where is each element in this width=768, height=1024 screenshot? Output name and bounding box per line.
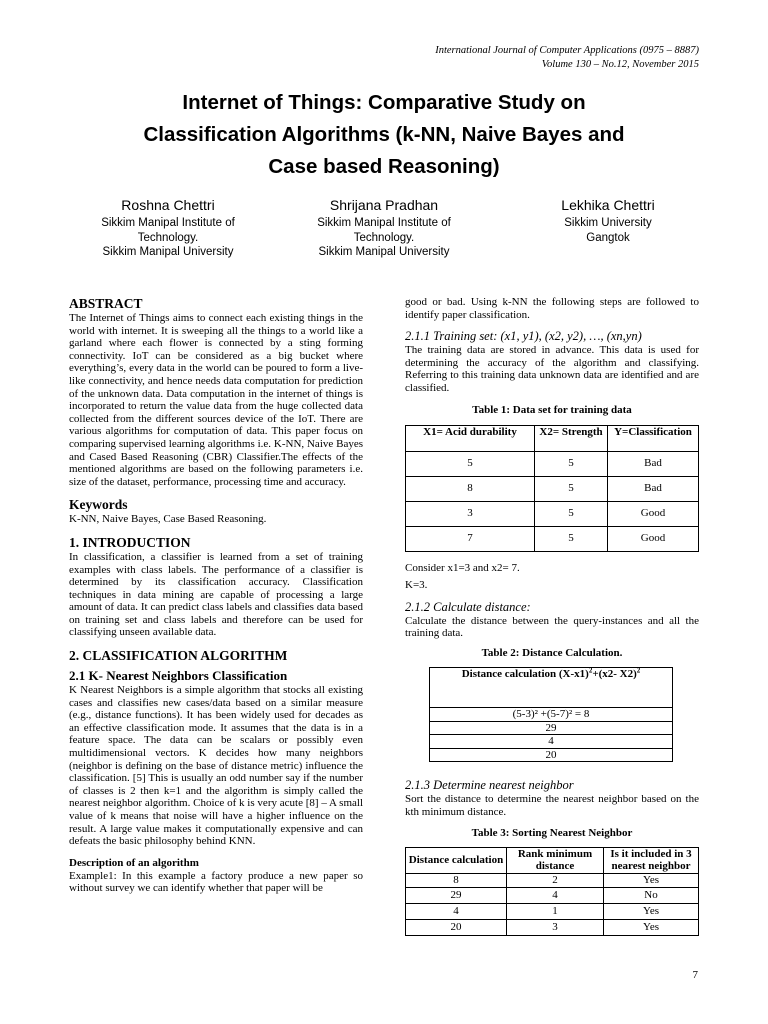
table-1-caption: Table 1: Data set for training data bbox=[472, 403, 632, 416]
algorithm-description-text: Example1: In this example a factory produce a new paper so without survey we can identify whether that paper will be bbox=[69, 869, 363, 895]
table-row bbox=[430, 748, 673, 762]
author-block-2 bbox=[284, 196, 484, 260]
abstract-text: The Internet of Things aims to connect each existing things in the world with internet. It is sweeping all the things to a world like a garland where each flower is connected by a sting forming connectivity. IoT can be considered as a big bucket where everything’s, every data in the world can be poured to form a live-like connectivity, and hence needs data computation for prediction of the unknown data. Data computation in the internet of things is incorporated to return the value data from the huge collected data collected from the different sources device of the IoT. There are various algorithms for computation of data. This paper focus on comparing supervised learning algorithms i.e. K-NN, Naive Bayes and Cased Based Reasoning (CBR) Classifier.The effects of the mentioned algorithms are based on the following parameters i.e. size of the dataset, performance, processing time and accuracy. bbox=[69, 312, 363, 488]
table-cell: Bad bbox=[608, 451, 699, 476]
keywords-text: K-NN, Naive Bayes, Case Based Reasoning. bbox=[69, 513, 267, 526]
right-column bbox=[405, 296, 699, 936]
table-cell: Good bbox=[608, 501, 699, 526]
training-set-text: The training data are stored in advance. This data is used for determining the accuracy of the algorithm and classifying. Referring to this training data unknown data are identified and are classified. bbox=[405, 344, 699, 394]
table-cell: 5 bbox=[406, 451, 535, 476]
title-line-2: Classification Algorithms (k-NN, Naive Bayes and bbox=[143, 123, 625, 146]
introduction-text: In classification, a classifier is learned from a set of training examples with class labels. The performance of a classifier is determined by its classification accuracy. Classification techniques in data mining are capable of processing a large amount of data. It can predict class labels and classifies data based on training set and class labels and therefore can be used for classifying unseen available data. bbox=[69, 550, 363, 639]
table-cell: 20 bbox=[406, 919, 507, 935]
table-row bbox=[430, 707, 673, 721]
table-cell: 5 bbox=[535, 451, 608, 476]
k-value-text: K=3. bbox=[405, 579, 428, 592]
table-cell: 8 bbox=[406, 476, 535, 501]
author-affiliation: Sikkim Manipal Institute of bbox=[317, 217, 451, 229]
table-row bbox=[406, 887, 699, 903]
table-cell: Yes bbox=[604, 873, 699, 887]
table-cell: 3 bbox=[406, 501, 535, 526]
table-cell: 5 bbox=[535, 476, 608, 501]
table-header-row bbox=[406, 847, 699, 873]
table-2-caption: Table 2: Distance Calculation. bbox=[481, 646, 623, 659]
table-header-row bbox=[406, 425, 699, 451]
table-header-cell: Rank minimum distance bbox=[507, 847, 604, 873]
table-cell: 2 bbox=[507, 873, 604, 887]
author-block-1 bbox=[68, 196, 268, 260]
table-cell: Yes bbox=[604, 919, 699, 935]
table-header-cell bbox=[430, 667, 673, 707]
table-row bbox=[406, 501, 699, 526]
table-2 bbox=[429, 667, 673, 762]
table-cell: 4 bbox=[507, 887, 604, 903]
table-row bbox=[406, 873, 699, 887]
table-cell: 5 bbox=[535, 501, 608, 526]
author-name: Lekhika Chettri bbox=[561, 197, 655, 213]
calculate-distance-heading: 2.1.2 Calculate distance: bbox=[405, 599, 531, 614]
page-number: 7 bbox=[692, 969, 698, 981]
table-3-caption: Table 3: Sorting Nearest Neighbor bbox=[471, 826, 633, 839]
table-cell: 4 bbox=[430, 735, 673, 749]
paper-title bbox=[60, 87, 708, 183]
knn-text: K Nearest Neighbors is a simple algorithm that stocks all existing cases and classifies new cases/data based on a similar measure (e.g., distance functions). It has been widely used for decades as an effective classification mode. It assumes that the data is in a feature space. The data can be scalars or possibly even multidimensional vectors. K decides how many neighbors (neighbor is defining on the base of distance metric) influence the classification. [5] This is usually an odd number say if the number of classes is 2 then k=1 and the algorithm is simply called the nearest neighbor algorithm. Choice of k is very acute [8] – A small value of k means that noise will have a higher influence on the result. A large value makes it computationally expensive and can defeats the basic philosophy behind KNN. bbox=[69, 684, 363, 848]
consider-text: Consider x1=3 and x2= 7. bbox=[405, 561, 520, 574]
author-affiliation: Sikkim Manipal Institute of bbox=[101, 217, 235, 229]
algorithm-description-heading: Description of an algorithm bbox=[69, 856, 199, 869]
table-row bbox=[406, 526, 699, 551]
abstract-heading: ABSTRACT bbox=[69, 296, 143, 311]
keywords-heading: Keywords bbox=[69, 497, 128, 513]
nearest-neighbor-heading: 2.1.3 Determine nearest neighbor bbox=[405, 778, 574, 793]
training-set-heading: 2.1.1 Training set: (x1, y1), (x2, y2), …, (xn,yn) bbox=[405, 329, 642, 344]
author-affiliation: Sikkim Manipal University bbox=[318, 246, 450, 258]
table-header-cell: Is it included in 3 nearest neighbor bbox=[604, 847, 699, 873]
table-row bbox=[406, 476, 699, 501]
table-2-header-text: Distance calculation (X-x1) bbox=[461, 667, 589, 680]
journal-name: International Journal of Computer Applications (0975 – 8887) bbox=[435, 45, 699, 56]
table-row bbox=[430, 735, 673, 749]
classification-algorithm-heading: 2. CLASSIFICATION ALGORITHM bbox=[69, 648, 288, 664]
nearest-neighbor-text: Sort the distance to determine the nearest neighbor based on the kth minimum distance. bbox=[405, 793, 699, 818]
author-name: Roshna Chettri bbox=[121, 197, 215, 213]
table-cell: Good bbox=[608, 526, 699, 551]
calculate-distance-text: Calculate the distance between the query-instances and all the training data. bbox=[405, 614, 699, 640]
superscript: 2 bbox=[588, 666, 593, 675]
table-cell: 29 bbox=[406, 887, 507, 903]
table-cell: Yes bbox=[604, 903, 699, 919]
author-affiliation: Technology. bbox=[137, 231, 199, 244]
table-cell: (5-3)² +(5-7)² = 8 bbox=[430, 707, 673, 721]
table-cell: Bad bbox=[608, 476, 699, 501]
title-line-3: Case based Reasoning) bbox=[268, 155, 500, 178]
table-cell: 7 bbox=[406, 526, 535, 551]
journal-volume: Volume 130 – No.12, November 2015 bbox=[541, 59, 699, 70]
table-cell: 20 bbox=[430, 748, 673, 762]
table-row bbox=[406, 903, 699, 919]
knn-heading: 2.1 K- Nearest Neighbors Classification bbox=[69, 668, 288, 684]
author-affiliation: Sikkim University bbox=[564, 217, 652, 229]
table-cell: 8 bbox=[406, 873, 507, 887]
table-header-cell: Distance calculation bbox=[406, 847, 507, 873]
table-row bbox=[406, 451, 699, 476]
left-column bbox=[69, 296, 363, 895]
introduction-heading: 1. INTRODUCTION bbox=[69, 534, 191, 550]
table-cell: 3 bbox=[507, 919, 604, 935]
table-cell: 5 bbox=[535, 526, 608, 551]
author-affiliation: Sikkim Manipal University bbox=[102, 246, 234, 258]
author-affiliation: Technology. bbox=[353, 231, 415, 244]
table-cell: No bbox=[604, 887, 699, 903]
table-header-cell: X2= Strength bbox=[535, 425, 608, 451]
superscript: 2 bbox=[636, 666, 641, 675]
table-row bbox=[406, 919, 699, 935]
table-cell: 1 bbox=[507, 903, 604, 919]
author-block-3 bbox=[508, 196, 708, 245]
table-2-header-text: +(x2- X2) bbox=[592, 667, 637, 680]
table-cell: 4 bbox=[406, 903, 507, 919]
table-3 bbox=[405, 847, 699, 936]
continued-text: good or bad. Using k-NN the following steps are followed to identify paper classification. bbox=[405, 296, 699, 321]
title-line-1: Internet of Things: Comparative Study on bbox=[182, 91, 586, 114]
table-cell: 29 bbox=[430, 721, 673, 735]
author-affiliation: Gangtok bbox=[586, 231, 630, 244]
table-row bbox=[430, 721, 673, 735]
table-header-cell: X1= Acid durability bbox=[406, 425, 535, 451]
table-1 bbox=[405, 425, 699, 552]
author-name: Shrijana Pradhan bbox=[329, 197, 439, 213]
table-header-row bbox=[430, 667, 673, 707]
table-header-cell: Y=Classification bbox=[608, 425, 699, 451]
